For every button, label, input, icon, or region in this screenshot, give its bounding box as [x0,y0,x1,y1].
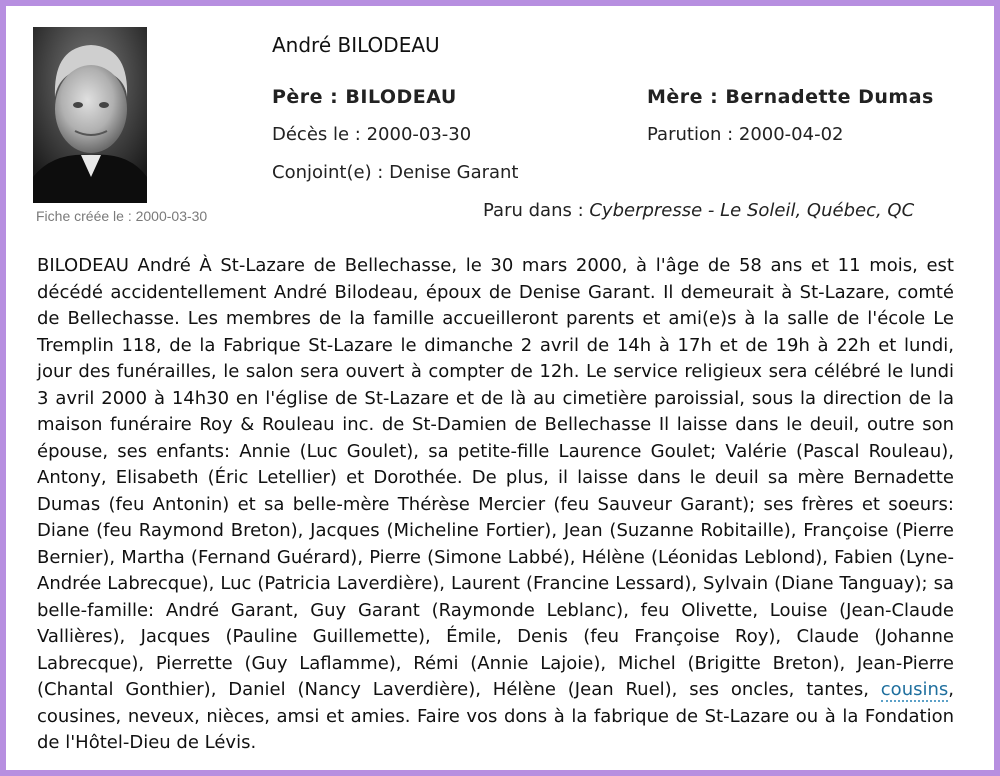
published-in-source: Cyberpresse - Le Soleil, Québec, QC [589,200,915,221]
portrait-photo-image [33,27,147,203]
record-created-date: Fiche créée le : 2000-03-30 [36,208,208,224]
mother-name: Mère : Bernadette Dumas [647,86,934,108]
cousins-link[interactable]: cousins [880,679,949,700]
published-in-label: Paru dans : [483,200,590,221]
portrait-photo [33,27,147,203]
obituary-text-part-1: BILODEAU André À St-Lazare de Bellechasse, le 30 mars 2000, à l'âge de 58 ans et 11 mois, est décédé accidentellement André Bilodeau, époux de Denise Garant. Il demeurait à St-Lazare, comté de Bellechasse. Les membres de la famille accueilleront parents et ami(e)s à la salle de l'école Le Tremplin 118, de la Fabrique St-Lazare le dimanche 2 avril de 14h à 17h et de 19h à 22h et lundi, jour des funérailles, le salon sera ouvert à compter de 12h. Le service religieux sera célébré le lundi 3 avril 2000 à 14h30 en l'église de St-Lazare et de là au cimetière paroissial, sous la direction de la maison funéraire Roy & Rouleau inc. de St-Damien de Bellechasse Il laisse dans le deuil, outre son épouse, ses enfants: Annie (Luc Goulet), sa petite-fille Laurence Goulet; Valérie (Pascal Rouleau), Antony, Elisabeth (Éric Letellier) et Dorothée. De plus, il laisse dans le deuil sa mère Bernadette Dumas (feu Antonin) et sa belle-mère Thérèse Mercier (feu Sauveur Garant); ses frères et soeurs: Diane (feu Raymond Breton), Jacques (Micheline Fortier), Jean (Suzanne Robitaille), Françoise (Pierre Bernier), Martha (Fernand Guérard), Pierre (Simone Labbé), Hélène (Léonidas Leblond), Fabien (Lyne-Andrée Labrecque), Luc (Patricia Laverdière), Laurent (Francine Lessard), Sylvain (Diane Tanguay); sa belle-famille: André Garant, Guy Garant (Raymonde Leblanc), feu Olivette, Louise (Jean-Claude Vallières), Jacques (Pauline Guillemette), Émile, Denis (feu Françoise Roy), Claude (Johanne Labrecque), Pierrette (Guy Laflamme), Rémi (Annie Lajoie), Michel (Brigitte Breton), Jean-Pierre (Chantal Gonthier), Daniel (Nancy Laverdière), Hélène (Jean Ruel), ses oncles, tantes, [37,255,954,700]
publication-date: Parution : 2000-04-02 [647,124,844,145]
obituary-text [37,253,954,757]
obituary-text-part-2: , cousines, neveux, nièces, amsi et amies. Faire vos dons à la fabrique de St-Lazare ou à la Fondation de l'Hôtel-Dieu de Lévis. [37,679,954,753]
published-in [483,200,914,221]
father-name: Père : BILODEAU [272,86,457,108]
deceased-name: André BILODEAU [272,33,440,57]
death-date: Décès le : 2000-03-30 [272,124,472,145]
spouse-name: Conjoint(e) : Denise Garant [272,162,519,183]
